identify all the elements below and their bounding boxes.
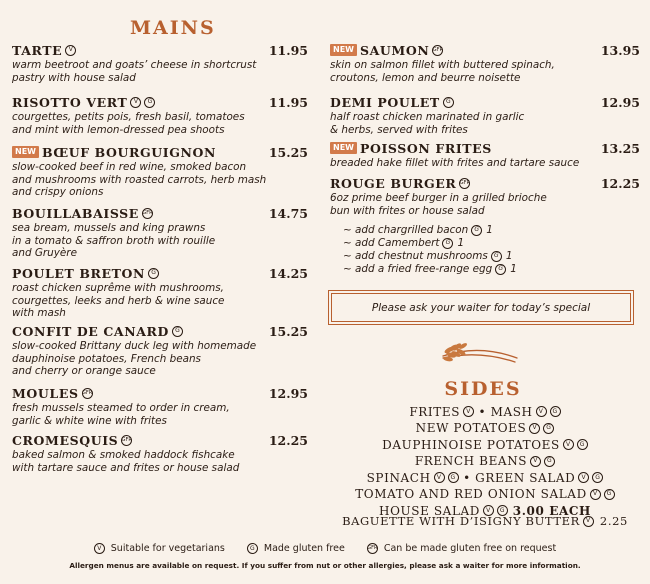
burger-addon [343,263,517,276]
new-badge: NEW [12,146,39,158]
addon-price: 1 [505,250,513,262]
side-dish-name: TOMATO AND RED ONION SALAD [355,487,587,501]
vegetarian-icon: V [578,472,589,483]
menu-item-title-row [12,265,308,281]
side-dish-line [330,404,640,419]
addon-text: ~ add chargrilled bacon [343,224,469,236]
diet-legend [0,543,650,554]
menu-item-title-row [330,175,640,191]
menu-item-description [12,449,308,474]
description-line: and Gruyère [12,247,77,260]
side-dish-line [330,454,640,469]
menu-item-title [12,433,132,448]
menu-item-poisson-frites [330,140,640,170]
sides-heading: SIDES [444,378,522,400]
burger-addon [343,237,464,250]
menu-item-price: 11.95 [268,42,308,58]
legend-entry [247,543,345,554]
burger-addon [343,250,512,263]
legend-label: Can be made gluten free on request [383,543,557,554]
menu-item-cromesquis [12,432,308,474]
side-dish-line [330,437,640,452]
addon-price: 1 [457,237,465,249]
menu-item-description [330,192,640,217]
vegetarian-icon: V [65,45,76,56]
menu-item-title [12,145,216,160]
gluten-free-on-request-icon: GFR [121,435,132,446]
side-dish-name: FRENCH BEANS [414,454,528,468]
menu-item-price: 15.25 [268,144,308,160]
side-dish-line [330,470,640,485]
menu-item-title-row [12,42,308,58]
description-line: courgettes, petits pois, fresh basil, tomatoes [12,111,245,123]
side-dish-name: SPINACH [366,470,431,485]
side-dish-name: FRITES [409,404,461,419]
menu-item-title-row [12,323,308,339]
menu-item-title-row [12,205,308,221]
gluten-free-icon: G [172,326,183,337]
menu-item-name: SAUMON [359,42,430,58]
burger-addon [343,224,493,237]
gluten-free-icon: G [448,472,459,483]
menu-item-name: CONFIT DE CANARD [12,323,169,339]
description-line: with mash [12,307,66,320]
menu-item-title-row [12,94,308,110]
description-line: dauphinoise potatoes, French beans [12,352,201,365]
side-dish-name: HOUSE SALAD [379,503,481,518]
gluten-free-icon: G [550,406,561,417]
vegetarian-icon: V [434,472,445,483]
mains-heading: MAINS [130,17,216,39]
menu-item-title-row [330,94,640,110]
description-line: and mushrooms with roasted carrots, herb mash [12,173,267,186]
baguette-line [330,514,640,528]
menu-item-description [330,59,640,84]
description-line: in a tomato & saffron broth with rouille [12,234,216,247]
menu-item-rouge-burger [330,175,640,217]
gluten-free-icon: G [543,423,554,434]
menu-item-name: POISSON FRITES [359,140,492,156]
menu-item-name: RISOTTO VERT [12,94,128,110]
side-dish-name: DAUPHINOISE POTATOES [382,437,560,452]
description-line: slow-cooked beef in red wine, smoked bacon [12,161,247,173]
vegetarian-icon: V [536,406,547,417]
description-line: with tartare sauce and frites or house salad [12,461,240,474]
menu-item-title-row [330,42,640,58]
new-badge: NEW [330,142,357,154]
menu-item-description [12,161,308,199]
gluten-free-icon: G [592,472,603,483]
description-line: and mint with lemon-dressed pea shoots [12,123,225,136]
menu-item-name: ROUGE BURGER [330,175,457,191]
vegetarian-icon: V [483,505,494,516]
new-badge: NEW [330,44,357,56]
description-line: croutons, lemon and beurre noisette [330,71,521,84]
menu-item-price: 13.95 [600,42,640,58]
gluten-free-icon: G [443,97,454,108]
menu-item-name: TARTE [12,42,63,58]
gluten-free-icon: G [491,251,502,262]
vegetarian-icon: V [563,439,574,450]
menu-item-title [12,206,153,221]
menu-item-demi-poulet [330,94,640,136]
menu-item-tarte [12,42,308,84]
gluten-free-icon: G [247,543,258,554]
gluten-free-icon: G [148,268,159,279]
gluten-free-icon: G [144,97,155,108]
description-line: skin on salmon fillet with buttered spinach, [330,59,555,71]
addon-text: ~ add chestnut mushrooms [343,250,488,262]
addon-text: ~ add Camembert [343,237,440,249]
description-line: & herbs, served with frites [330,123,468,136]
menu-item-price: 14.75 [268,205,308,221]
side-dish-name: 3.00 EACH [508,503,591,518]
description-line: sea bream, mussels and king prawns [12,222,206,234]
side-dish-line [330,421,640,436]
description-line: warm beetroot and goats’ cheese in shortcrust [12,59,257,71]
menu-item-price: 12.95 [268,385,308,401]
menu-item-price: 15.25 [268,323,308,339]
menu-item-name: MOULES [12,385,79,401]
description-line: fresh mussels steamed to order in cream, [12,402,230,414]
menu-item-title-row [12,144,308,160]
description-line: garlic & white wine with frites [12,414,167,427]
menu-item-price: 12.25 [268,432,308,448]
sides-heading-wrap [0,378,650,400]
gluten-free-on-request-icon: GFR [459,178,470,189]
description-line: and cherry or orange sauce [12,365,156,378]
menu-item-price: 11.95 [268,94,308,110]
legend-label: Suitable for vegetarians [110,543,225,554]
menu-item-bouillabaisse [12,205,308,260]
addon-price: 1 [486,224,493,236]
addon-price: 1 [510,263,517,275]
description-line: roast chicken suprême with mushrooms, [12,282,224,294]
description-line: breaded hake fillet with frites and tartare sauce [330,157,580,169]
gluten-free-on-request-icon: GFR [82,388,93,399]
menu-item-title [12,324,183,339]
menu-item-title [12,266,159,281]
description-line: pastry with house salad [12,71,136,84]
legend-label: Made gluten free [263,543,345,554]
menu-item-price: 13.25 [600,140,640,156]
menu-item-name: DEMI POULET [330,94,440,110]
special-text: Please ask your waiter for today’s special [371,301,591,314]
menu-item-description [12,111,308,136]
menu-item-title [12,43,76,58]
gluten-free-icon: G [497,505,508,516]
legend-entry [94,543,225,554]
menu-item-title [330,141,492,156]
side-dish-line [330,487,640,502]
description-line: baked salmon & smoked haddock fishcake [12,449,235,461]
gluten-free-icon: G [604,489,615,500]
menu-item-name: BOUILLABAISSE [12,205,139,221]
side-dish-name: NEW POTATOES [415,421,527,435]
description-line: 6oz prime beef burger in a grilled brioche [330,192,547,204]
gluten-free-icon: G [495,264,506,275]
menu-item-description [12,222,308,260]
menu-item-title-row [12,432,308,448]
vegetarian-icon: V [590,489,601,500]
baguette-text: BAGUETTE WITH D’ISIGNY BUTTER [342,514,580,528]
vegetarian-icon: V [463,406,474,417]
menu-item-title [330,176,470,191]
gluten-free-icon: G [544,456,555,467]
gluten-free-icon: G [471,225,482,236]
todays-special-box [331,293,631,322]
description-line: and crispy onions [12,186,104,199]
vegetarian-icon: V [583,516,594,527]
menu-item-name: POULET BRETON [12,265,146,281]
vegetarian-icon: V [529,423,540,434]
menu-item-price: 12.95 [600,94,640,110]
menu-item-confit-de-canard [12,323,308,378]
baguette-price: 2.25 [599,514,628,528]
allergen-note: Allergen menus are available on request. If you suffer from nut or other allergies, please ask a waiter for more information. [69,561,581,570]
menu-item-title-row [330,140,640,156]
side-dish-name: • GREEN SALAD [458,470,576,485]
menu-item-description [12,402,308,427]
menu-item-title [330,95,454,110]
side-dish-name: • MASH [474,404,533,419]
menu-item-description [12,59,308,84]
gluten-free-on-request-icon: GFR [142,208,153,219]
menu-item-title [12,95,155,110]
vegetarian-icon: V [94,543,105,554]
menu-item-title [330,43,443,58]
menu-item-price: 12.25 [600,175,640,191]
description-line: slow-cooked Brittany duck leg with homemade [12,340,257,352]
menu-item-price: 14.25 [268,265,308,281]
vegetarian-icon: V [130,97,141,108]
menu-item-name: BŒUF BOURGUIGNON [41,144,217,160]
menu-item-description [330,157,640,170]
menu-item-poulet-breton [12,265,308,320]
legend-entry [367,543,556,554]
gluten-free-icon: G [577,439,588,450]
menu-item-b-uf-bourguignon [12,144,308,199]
gluten-free-on-request-icon: GFR [432,45,443,56]
gluten-free-on-request-icon: GFR [367,543,378,554]
vegetarian-icon: V [530,456,541,467]
menu-item-name: CROMESQUIS [12,432,119,448]
menu-item-description [12,282,308,320]
addon-text: ~ add a fried free-range egg [343,263,493,275]
menu-item-risotto-vert [12,94,308,136]
description-line: half roast chicken marinated in garlic [330,111,525,123]
gluten-free-icon: G [442,238,453,249]
menu-item-description [12,340,308,378]
wheat-icon [439,336,519,364]
description-line: bun with frites or house salad [330,204,485,217]
menu-item-description [330,111,640,136]
description-line: courgettes, leeks and herb & wine sauce [12,294,225,307]
menu-item-saumon [330,42,640,84]
